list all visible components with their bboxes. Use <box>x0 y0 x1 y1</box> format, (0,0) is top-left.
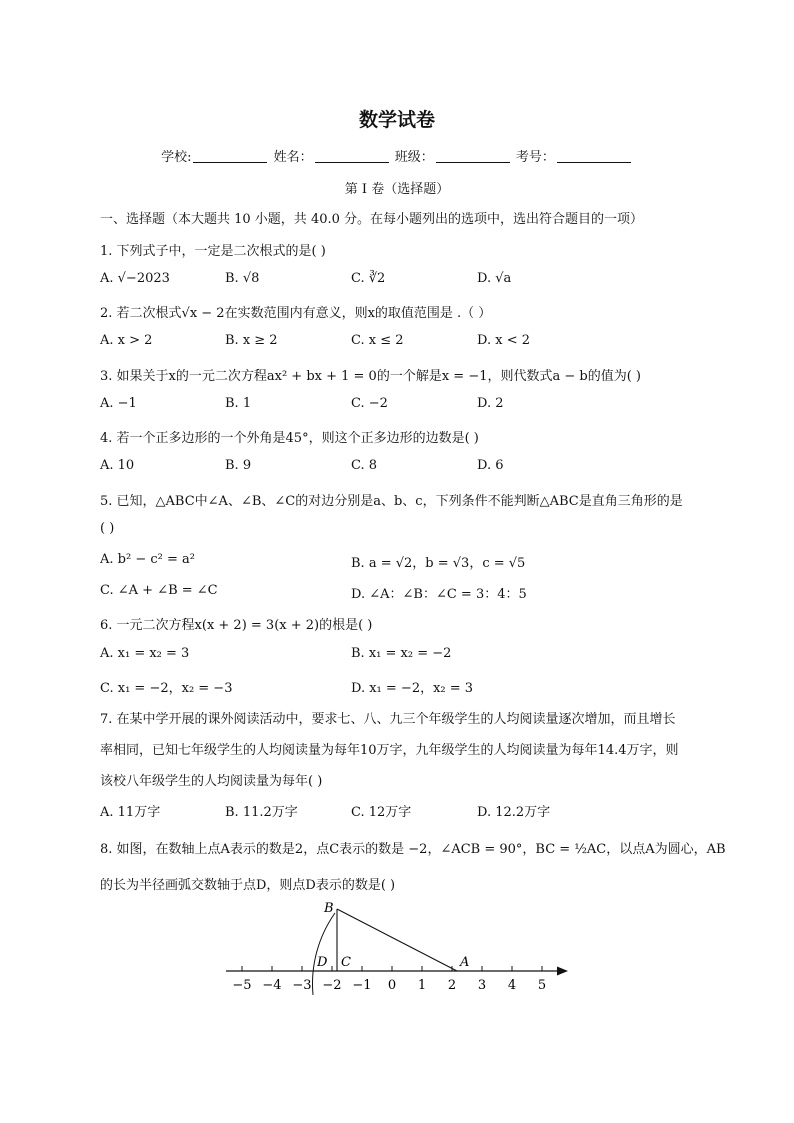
name-blank[interactable] <box>315 148 389 163</box>
tick-label: −1 <box>352 978 372 993</box>
question-8-stem: 8. 如图，在数轴上点A表示的数是2，点C表示的数是 −2，∠ACB = 90°，BC = ½AC，以点A为圆心，AB <box>100 842 726 857</box>
section-heading: 一、选择题（本大题共 10 小题，共 40.0 分。在每小题列出的选项中，选出符合题目的一项） <box>100 212 644 227</box>
school-label: 学校: <box>161 150 192 165</box>
question-8-stem-cont: 的长为半径画弧交数轴于点D，则点D表示的数是( ) <box>100 878 396 893</box>
segment-ab <box>337 909 457 971</box>
question-4-option-b[interactable]: B. 9 <box>225 458 252 473</box>
number-line-figure <box>220 895 580 1005</box>
question-2-option-d[interactable]: D. x < 2 <box>477 333 530 348</box>
question-3-option-a[interactable]: A. −1 <box>100 396 137 411</box>
question-1-option-b[interactable]: B. √8 <box>225 271 260 286</box>
tick-label: −2 <box>322 978 342 993</box>
question-2-option-c[interactable]: C. x ≤ 2 <box>351 333 404 348</box>
part-heading: 第 I 卷（选择题） <box>344 182 450 197</box>
point-label-a: A <box>460 955 470 970</box>
question-5-option-d[interactable]: D. ∠A：∠B：∠C = 3：4：5 <box>351 587 527 602</box>
question-6-stem: 6. 一元二次方程x(x + 2) = 3(x + 2)的根是( ) <box>100 618 373 633</box>
question-3-option-c[interactable]: C. −2 <box>351 396 388 411</box>
tick-label: 2 <box>447 978 457 993</box>
question-5-stem: 5. 已知，△ABC中∠A、∠B、∠C的对边分别是a、b、c，下列条件不能判断△ABC是直角三角形的是 <box>100 494 683 509</box>
question-6-option-c[interactable]: C. x₁ = −2，x₂ = −3 <box>100 681 233 696</box>
question-6-option-b[interactable]: B. x₁ = x₂ = −2 <box>351 646 452 661</box>
question-5-stem-cont: ( ) <box>100 521 115 536</box>
question-5-option-b[interactable]: B. a = √2，b = √3，c = √5 <box>351 556 526 571</box>
question-4-option-a[interactable]: A. 10 <box>100 458 135 473</box>
question-2-stem: 2. 若二次根式√x − 2在实数范围内有意义，则x的取值范围是 .（ ） <box>100 306 492 321</box>
page-title: 数学试卷 <box>358 109 435 131</box>
question-7-stem-cont-1: 率相同，已知七年级学生的人均阅读量为每年10万字，九年级学生的人均阅读量为每年14.4万字，则 <box>100 743 679 758</box>
question-7-stem: 7. 在某中学开展的课外阅读活动中，要求七、八、九三个年级学生的人均阅读量逐次增加，而且增长 <box>100 712 676 727</box>
question-7-option-c[interactable]: C. 12万字 <box>351 805 412 820</box>
class-label: 班级： <box>394 150 434 165</box>
name-label: 姓名： <box>273 150 313 165</box>
exam-number-blank[interactable] <box>557 148 631 163</box>
question-3-option-d[interactable]: D. 2 <box>477 396 504 411</box>
exam-number-label: 考号： <box>515 150 555 165</box>
tick-label: −3 <box>292 978 312 993</box>
question-1-stem: 1. 下列式子中，一定是二次根式的是( ) <box>100 244 326 259</box>
question-5-option-c[interactable]: C. ∠A + ∠B = ∠C <box>100 583 218 598</box>
question-1-option-c[interactable]: C. ∛2 <box>351 271 386 286</box>
axis-arrow-icon <box>557 967 568 976</box>
question-2-option-a[interactable]: A. x > 2 <box>100 333 153 348</box>
question-1-option-d[interactable]: D. √a <box>477 271 512 286</box>
tick-label: −4 <box>262 978 282 993</box>
question-4-stem: 4. 若一个正多边形的一个外角是45°，则这个正多边形的边数是( ) <box>100 431 479 446</box>
question-3-option-b[interactable]: B. 1 <box>225 396 252 411</box>
question-7-option-b[interactable]: B. 11.2万字 <box>225 805 298 820</box>
tick-label: 1 <box>417 978 427 993</box>
question-1-option-a[interactable]: A. √−2023 <box>100 271 170 286</box>
school-blank[interactable] <box>193 148 267 163</box>
question-7-stem-cont-2: 该校八年级学生的人均阅读量为每年( ) <box>100 774 323 789</box>
tick-label: 5 <box>537 978 547 993</box>
question-2-option-b[interactable]: B. x ≥ 2 <box>225 333 278 348</box>
question-4-option-c[interactable]: C. 8 <box>351 458 378 473</box>
point-label-b: B <box>324 901 334 916</box>
question-7-option-d[interactable]: D. 12.2万字 <box>477 805 551 820</box>
question-4-option-d[interactable]: D. 6 <box>477 458 504 473</box>
tick-label: 0 <box>387 978 397 993</box>
tick-label: 4 <box>507 978 517 993</box>
question-5-option-a[interactable]: A. b² − c² = a² <box>100 552 195 567</box>
question-7-option-a[interactable]: A. 11万字 <box>100 805 161 820</box>
question-6-option-a[interactable]: A. x₁ = x₂ = 3 <box>100 646 190 661</box>
student-info-line <box>0 146 794 165</box>
class-blank[interactable] <box>436 148 510 163</box>
tick-label: −5 <box>232 978 252 993</box>
question-3-stem: 3. 如果关于x的一元二次方程ax² + bx + 1 = 0的一个解是x = −1，则代数式a − b的值为( ) <box>100 369 641 384</box>
point-label-d: D <box>317 955 328 970</box>
question-6-option-d[interactable]: D. x₁ = −2，x₂ = 3 <box>351 681 474 696</box>
tick-label: 3 <box>477 978 487 993</box>
point-label-c: C <box>341 955 351 970</box>
